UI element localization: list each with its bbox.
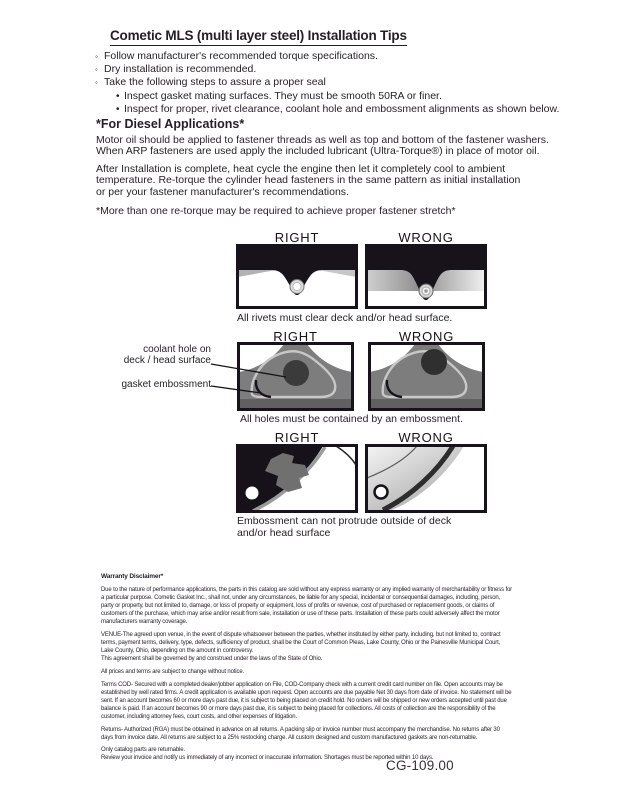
row3-right-label: RIGHT	[274, 430, 320, 445]
row2-right-label: RIGHT	[273, 329, 318, 344]
embossment-containment-wrong-diagram	[368, 342, 485, 411]
row1-right-panel	[236, 244, 358, 309]
list-item	[95, 76, 559, 89]
page-code: CG-109.00	[386, 758, 454, 773]
annotation-line: coolant hole on	[143, 344, 211, 355]
warranty-disclaimer	[101, 573, 513, 762]
bolt-hole-icon	[246, 487, 259, 500]
disclaimer-paragraph: VENUE-The agreed upon venue, in the event of dispute whatsoever between the parties, whether instituted by either party, including, but not limited to, contract terms, payment terms, delivery, type, defects, sufficiency of product, shall be the Court of Common Pleas, Lake County, Ohio or the Painesville Municipal Court, Lake County, Ohio, depending on the amount in controversy.	[101, 632, 501, 655]
page-title-wrap	[110, 27, 407, 46]
list-item	[95, 50, 559, 63]
diesel-paragraph-2	[96, 164, 520, 198]
list-item	[116, 90, 559, 103]
page-title: Cometic MLS (multi layer steel) Installation Tips	[110, 28, 407, 46]
annotation-line: deck / head surface	[123, 355, 211, 366]
caption-line: Embossment can not protrude outside of deck	[237, 515, 452, 527]
diesel-paragraph-1	[96, 135, 549, 158]
row2-wrong-panel	[368, 342, 485, 411]
text-line: or per your fastener manufacturer's recommendations.	[96, 185, 349, 198]
tip-text: Inspect gasket mating surfaces. They must be smooth 50RA or finer.	[124, 89, 442, 102]
caption-line: and/or head surface	[237, 527, 331, 540]
row2-wrong-label: WRONG	[398, 329, 455, 344]
rivet-clearance-right-diagram	[236, 244, 358, 309]
diesel-heading: *For Diesel Applications*	[96, 117, 245, 131]
tip-text: Follow manufacturer's recommended torque specifications.	[104, 50, 378, 62]
coolant-hole-pointer-line	[211, 364, 286, 377]
text-line: Motor oil should be applied to fastener threads as well as top and bottom of the fastener washers.	[96, 134, 549, 146]
row3-right-panel	[236, 444, 358, 513]
bolt-hole-icon	[375, 486, 388, 499]
row1-wrong-panel	[365, 244, 487, 309]
text-line: temperature. Re-torque the cylinder head fasteners in the same pattern as initial installation	[96, 174, 521, 187]
row1-caption: All rivets must clear deck and/or head surface.	[237, 312, 453, 324]
gasket-embossment-pointer-line	[211, 386, 261, 393]
filled-bullet-icon: •	[116, 103, 120, 115]
gasket-embossment-annotation: gasket embossment	[121, 379, 211, 390]
open-bullet-icon: ◦	[95, 78, 98, 88]
text-line: When ARP fasteners are used apply the included lubricant (Ultra-Torque®) in place of motor oil.	[96, 145, 540, 158]
filled-bullet-icon: •	[116, 90, 120, 102]
open-bullet-icon: ◦	[95, 52, 98, 61]
annotation-arrows	[205, 356, 305, 398]
re-torque-note: *More than one re-torque may be required to achieve proper fastener stretch*	[96, 205, 456, 217]
row3-wrong-panel	[365, 444, 487, 513]
disclaimer-paragraph: Review your invoice and notify us immediately of any incorrect or inaccurate information. Shortages must be reported within 10 days.	[101, 755, 434, 762]
disclaimer-paragraph: Returns- Authorized (RGA) must be obtained in advance on all returns. A packing slip or invoice number must accompany the merchandise. No returns after 30 days from invoice date. All returns are subject to a 25% restocking charge. All custom designed and custom manufactured gaskets are non-returnable.	[101, 726, 500, 741]
open-bullet-icon: ◦	[95, 65, 98, 75]
row3-caption	[237, 515, 487, 539]
disclaimer-paragraph: All prices and terms are subject to change without notice.	[101, 668, 245, 675]
row1-right-label: RIGHT	[274, 230, 320, 245]
rivet-clearance-wrong-diagram	[365, 244, 487, 309]
text-line: After Installation is complete, heat cycle the engine then let it completely cool to ambient	[96, 163, 506, 175]
coolant-hole-icon	[421, 349, 447, 375]
embossment-protrusion-wrong-diagram	[365, 444, 487, 513]
disclaimer-paragraph: Only catalog parts are returnable.	[101, 747, 185, 754]
tip-text: Take the following steps to assure a proper seal	[104, 76, 326, 89]
row3-wrong-label: WRONG	[398, 430, 454, 445]
coolant-hole-annotation	[98, 344, 211, 366]
embossment-protrusion-right-diagram	[236, 444, 358, 513]
list-item	[116, 103, 559, 116]
list-item	[95, 63, 559, 76]
row1-wrong-label: WRONG	[398, 230, 454, 245]
gasket-bottom-edge	[239, 399, 352, 409]
tip-text: Inspect for proper, rivet clearance, coolant hole and embossment alignments as shown below.	[124, 102, 560, 115]
row2-caption: All holes must be contained by an embossment.	[240, 413, 463, 425]
disclaimer-heading: Warranty Disclaimer*	[101, 573, 164, 580]
tip-text: Dry installation is recommended.	[104, 63, 257, 76]
gasket-bottom-edge	[370, 399, 483, 409]
disclaimer-paragraph: Terms COD- Secured with a completed dealer/jobber application on File, COD-Company check with a current credit card number on file. Open accounts may be established by well rated firms. A credit application is available upon request. Open accounts are due payable Net 30 days from date of invoice. No statement will be sent. If an account becomes 60 or more days past due, it is subject to being placed on credit hold. No orders will be shipped or new orders accepted until past due balance is paid. If an account becomes 90 or more days past due, it is subject to being placed for collections. All costs of collection are the responsibility of the customer, including attorney fees, court costs, and other expenses of litigation.	[101, 681, 512, 720]
disclaimer-paragraph: Due to the nature of performance applications, the parts in this catalog are sold without any express warranty or any implied warranty of merchantability or fitness for a particular purpose. Cometic Gasket Inc., shall not, under any circumstances, be liable for any special, incidental or consequential damages, including, person, party or property, but not limited to, damage, or loss of property or equipment, loss of profits or revenue, cost of purchased or replacement goods, or claims of customers of the purchase, which may arise and/or result from sale, installation or use of these parts. Installation of these parts could adversely affect the motor manufacturers warranty coverage.	[101, 587, 513, 626]
disclaimer-paragraph: This agreement shall be governed by and construed under the laws of the State of Ohio.	[101, 656, 323, 663]
installation-tips-list	[95, 50, 559, 116]
